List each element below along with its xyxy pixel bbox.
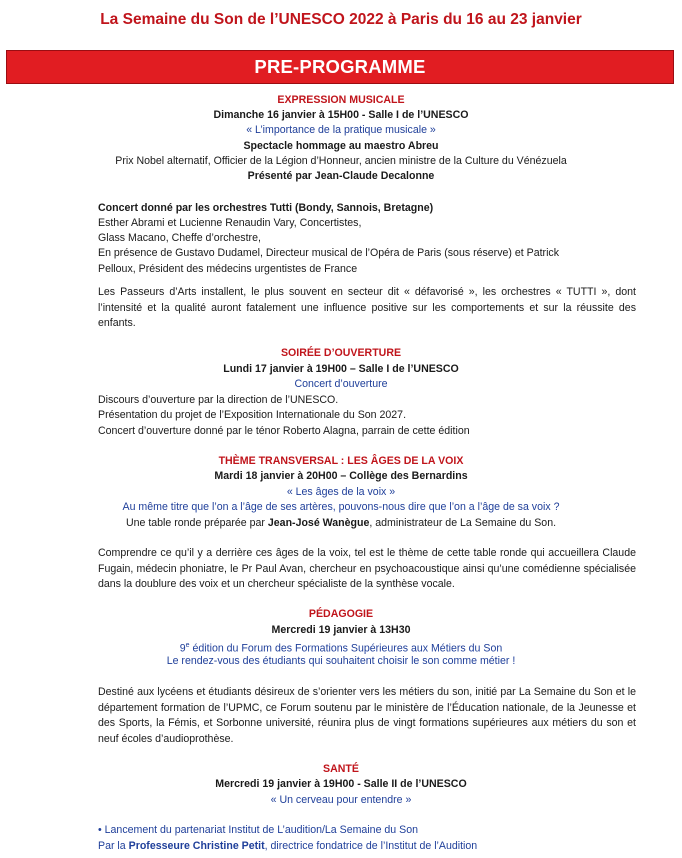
banner-text: PRE-PROGRAMME — [254, 56, 426, 77]
paragraph: Comprendre ce qu’il y a derrière ces âges de la voix, tel est le thème de cette table ronde qui accueillera Claude Fugain, médecin phoniatre, le Pr Paul Avan, chercheur en psychoacoustique ainsi qu’une comédienne spécialisée dans la doublure des voix et un chercheur spécialiste de la synthèse vocale. — [98, 547, 636, 590]
speaker-prefix: Par la — [98, 840, 129, 852]
forum-subtitle: Le rendez-vous des étudiants qui souhaitent choisir le son comme métier ! — [166, 655, 516, 667]
round-table-line — [0, 516, 682, 530]
bullet-item: • Lancement du partenariat Institut de L’audition/La Semaine du Son — [98, 824, 418, 836]
section-show-title: Spectacle hommage au maestro Abreu — [243, 140, 439, 152]
round-table-prefix: Une table ronde préparée par — [125, 517, 268, 529]
edition-rest: édition du Forum des Formations Supérieures aux Métiers du Son — [189, 642, 503, 655]
section-date: Mercredi 19 janvier à 13H30 — [271, 624, 411, 636]
section-heading-sante: SANTÉ — [323, 763, 359, 775]
round-table-suffix: , administrateur de La Semaine du Son. — [369, 517, 557, 529]
section-heading-ages-de-la-voix: THÈME TRANSVERSAL : LES ÂGES DE LA VOIX — [218, 455, 464, 467]
edition-superscript: e — [185, 642, 190, 649]
section-date: Mardi 18 janvier à 20H00 – Collège des Bernardins — [214, 470, 468, 482]
round-table-organizer: Jean-José Wanègue — [267, 517, 370, 529]
speaker-name: Professeure Christine Petit — [128, 840, 265, 852]
concert-title: Concert donné par les orchestres Tutti (Bondy, Sannois, Bretagne) — [98, 202, 434, 214]
section-subtitle: Concert d’ouverture — [294, 378, 388, 390]
section-quote: « Les âges de la voix » — [286, 486, 396, 498]
text-line: Présentation du projet de l’Exposition Internationale du Son 2027. — [98, 409, 407, 421]
section-question: Au même titre que l’on a l’âge de ses artères, pouvons-nous dire que l’on a l’âge de sa voix ? — [122, 501, 560, 513]
section-date: Mercredi 19 janvier à 19H00 - Salle II de l’UNESCO — [215, 778, 467, 790]
speaker-line — [98, 839, 477, 853]
speaker-suffix: , directrice fondatrice de l’Institut de l’Audition — [264, 840, 478, 852]
section-description: Prix Nobel alternatif, Officier de la Légion d’Honneur, ancien ministre de la Culture du Vénézuela — [115, 155, 567, 167]
section-heading-expression-musicale: EXPRESSION MUSICALE — [277, 94, 405, 106]
section-heading-soiree-ouverture: SOIRÉE D’OUVERTURE — [280, 347, 402, 359]
section-date: Lundi 17 janvier à 19H00 – Salle I de l’UNESCO — [223, 363, 459, 375]
paragraph: Destiné aux lycéens et étudiants désireux de s’orienter vers les métiers du son, initié par La Semaine du Son et le département formation de l’UPMC, ce Forum soutenu par le ministère de l’Éducation nationale, de la Jeunesse et des Sports, la Fémis, et Sorbonne université, réunira plus de vingt formations supérieures aux métiers du son et neuf écoles d’audioprothèse. — [98, 686, 636, 745]
section-quote: « L’importance de la pratique musicale » — [246, 124, 436, 136]
section-presenter: Présenté par Jean-Claude Decalonne — [247, 170, 435, 182]
paragraph: Les Passeurs d’Arts installent, le plus souvent en secteur dit « défavorisé », les orchestres « TUTTI », dont l’intensité et la qualité auront fatalement une influence positive sur les comportements et sur la réussite des enfants. — [98, 286, 636, 329]
text-line: Pelloux, Président des médecins urgentistes de France — [98, 263, 358, 275]
text-line: Glass Macano, Cheffe d’orchestre, — [98, 232, 261, 244]
pre-programme-banner — [6, 50, 674, 84]
document-title: La Semaine du Son de l’UNESCO 2022 à Paris du 16 au 23 janvier — [100, 11, 582, 28]
text-line: Concert d’ouverture donné par le ténor Roberto Alagna, parrain de cette édition — [98, 425, 470, 437]
section-quote: « Un cerveau pour entendre » — [270, 794, 412, 806]
text-line: Esther Abrami et Lucienne Renaudin Vary, Concertistes, — [98, 217, 362, 229]
text-line: Discours d’ouverture par la direction de l’UNESCO. — [98, 394, 339, 406]
section-heading-pedagogie: PÉDAGOGIE — [308, 608, 374, 620]
edition-number: 9 — [179, 642, 186, 655]
section-date: Dimanche 16 janvier à 15H00 - Salle I de l’UNESCO — [213, 109, 469, 121]
text-line: En présence de Gustavo Dudamel, Directeur musical de l’Opéra de Paris (sous réserve) et Patrick — [98, 247, 560, 259]
